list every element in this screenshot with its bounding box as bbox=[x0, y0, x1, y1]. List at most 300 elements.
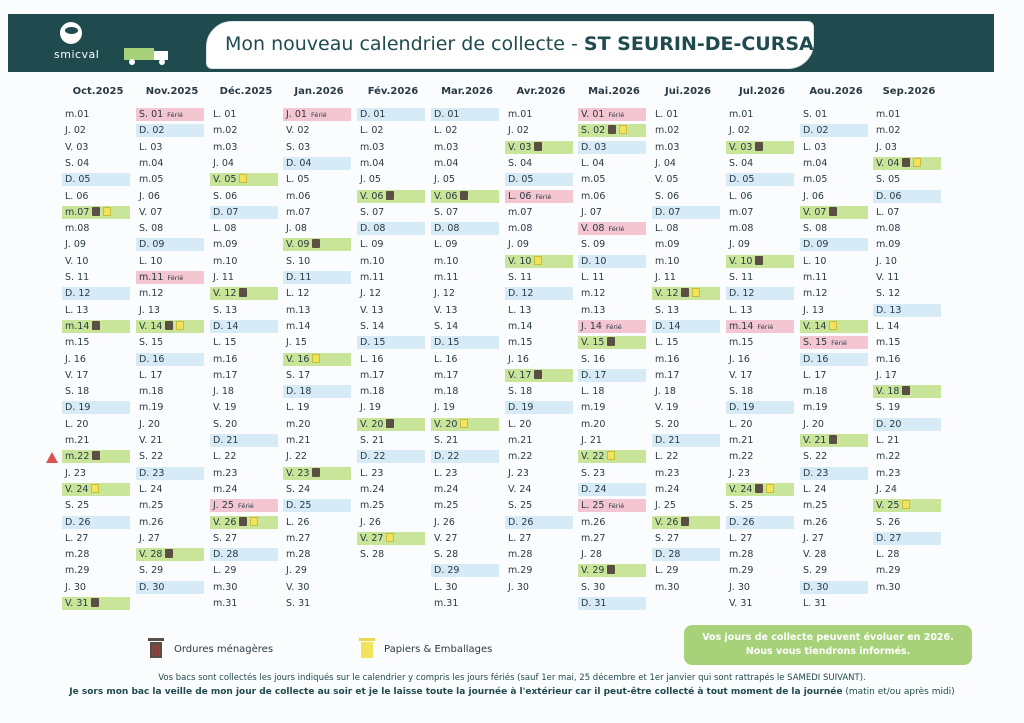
day-cell bbox=[578, 206, 646, 219]
day-label: m.17 bbox=[360, 369, 385, 381]
day-label: S. 06 bbox=[213, 190, 238, 202]
day-label: V. 24 bbox=[508, 483, 532, 495]
day-label: m.14 bbox=[508, 320, 533, 332]
day-cell bbox=[873, 385, 941, 398]
day-cell bbox=[578, 467, 646, 480]
day-label: m.24 bbox=[655, 483, 680, 495]
day-label: D. 19 bbox=[65, 402, 91, 414]
day-label: L. 27 bbox=[65, 532, 89, 544]
day-label: S. 27 bbox=[655, 532, 680, 544]
day-cell bbox=[873, 141, 941, 154]
trash-bin-icon bbox=[829, 207, 837, 216]
day-cell bbox=[62, 385, 130, 398]
day-label: L. 22 bbox=[213, 451, 237, 463]
day-label: D. 09 bbox=[803, 239, 829, 251]
day-cell bbox=[431, 548, 499, 561]
day-label: S. 25 bbox=[508, 500, 533, 512]
day-cell bbox=[800, 336, 868, 349]
day-cell bbox=[283, 287, 351, 300]
day-cell bbox=[505, 548, 573, 561]
day-label: S. 22 bbox=[139, 451, 164, 463]
day-label: V. 31 bbox=[729, 598, 753, 609]
day-label: m.02 bbox=[876, 125, 901, 137]
day-cell bbox=[136, 450, 204, 463]
day-label: m.25 bbox=[434, 500, 459, 512]
day-cell bbox=[431, 336, 499, 349]
day-cell bbox=[652, 124, 720, 137]
day-label: J. 18 bbox=[213, 386, 234, 398]
day-cell bbox=[283, 516, 351, 529]
day-label: J. 11 bbox=[655, 272, 676, 283]
day-label: J. 20 bbox=[803, 418, 824, 430]
day-cell bbox=[873, 222, 941, 235]
day-cell bbox=[505, 222, 573, 235]
day-label: m.13 bbox=[286, 304, 311, 316]
day-cell bbox=[431, 271, 499, 284]
day-label: J. 06 bbox=[139, 190, 160, 202]
day-cell bbox=[505, 516, 573, 529]
month-name: Fév.2026 bbox=[367, 86, 419, 97]
day-cell bbox=[357, 255, 425, 268]
day-label: J. 07 bbox=[581, 206, 602, 218]
day-label: J. 04 bbox=[213, 157, 234, 169]
day-label: D. 25 bbox=[286, 500, 312, 512]
day-cell bbox=[726, 304, 794, 317]
day-label: S. 24 bbox=[286, 483, 311, 495]
page-title: Mon nouveau calendrier de collecte - ST SEURIN-DE-CURSAC bbox=[225, 33, 828, 55]
day-cell bbox=[505, 450, 573, 463]
day-cell bbox=[505, 206, 573, 219]
day-label: D. 19 bbox=[508, 402, 534, 414]
day-label: m.29 bbox=[876, 565, 901, 577]
day-cell bbox=[283, 206, 351, 219]
day-label: J. 16 bbox=[729, 353, 750, 365]
day-label: L. 10 bbox=[803, 255, 827, 267]
day-cell bbox=[210, 353, 278, 366]
day-label: L. 06 bbox=[508, 190, 532, 202]
day-label: D. 04 bbox=[286, 157, 312, 169]
day-cell bbox=[62, 353, 130, 366]
day-label: m.17 bbox=[213, 369, 238, 381]
day-cell bbox=[357, 190, 425, 203]
day-cell bbox=[652, 418, 720, 431]
day-label: V. 10 bbox=[65, 255, 89, 267]
day-cell bbox=[62, 597, 130, 610]
trash-bin-icon bbox=[534, 370, 542, 379]
day-cell bbox=[431, 108, 499, 121]
day-cell bbox=[800, 108, 868, 121]
day-cell bbox=[357, 238, 425, 251]
day-cell bbox=[505, 108, 573, 121]
day-label: m.11 bbox=[139, 272, 164, 283]
day-cell bbox=[210, 271, 278, 284]
day-label: S. 09 bbox=[581, 239, 606, 251]
day-label: L. 28 bbox=[876, 549, 900, 561]
day-label: V. 10 bbox=[508, 255, 532, 267]
day-label: S. 25 bbox=[729, 500, 754, 512]
day-cell bbox=[136, 238, 204, 251]
trash-bin-icon bbox=[681, 517, 689, 526]
day-label: S. 03 bbox=[286, 141, 311, 153]
day-label: L. 23 bbox=[434, 467, 458, 479]
day-label: J. 23 bbox=[729, 467, 750, 479]
day-cell bbox=[136, 124, 204, 137]
day-cell bbox=[578, 304, 646, 317]
day-label: V. 28 bbox=[803, 549, 827, 561]
day-cell bbox=[505, 581, 573, 594]
day-cell bbox=[136, 581, 204, 594]
day-label: V. 23 bbox=[286, 467, 310, 479]
trash-bin-icon bbox=[165, 549, 173, 558]
day-cell bbox=[431, 287, 499, 300]
day-cell bbox=[283, 483, 351, 496]
day-label: L. 29 bbox=[213, 565, 237, 577]
day-label: V. 19 bbox=[655, 402, 679, 414]
day-label: S. 20 bbox=[655, 418, 680, 430]
day-cell bbox=[873, 450, 941, 463]
day-label: m.07 bbox=[65, 206, 90, 218]
day-label: m.08 bbox=[729, 223, 754, 235]
day-cell bbox=[505, 434, 573, 447]
paper-bin-icon bbox=[913, 158, 921, 167]
day-cell bbox=[210, 516, 278, 529]
day-label: m.30 bbox=[213, 581, 238, 593]
day-cell bbox=[652, 548, 720, 561]
paper-bin-icon bbox=[250, 517, 258, 526]
paper-bin-icon bbox=[91, 484, 99, 493]
day-label: S. 14 bbox=[360, 320, 385, 332]
day-cell bbox=[652, 581, 720, 594]
day-cell bbox=[136, 271, 204, 284]
day-cell bbox=[136, 516, 204, 529]
day-label: J. 19 bbox=[360, 402, 381, 414]
day-cell bbox=[357, 483, 425, 496]
day-label: L. 24 bbox=[803, 483, 827, 495]
day-cell bbox=[578, 124, 646, 137]
day-cell bbox=[210, 581, 278, 594]
day-cell bbox=[726, 597, 794, 610]
day-label: m.25 bbox=[803, 500, 828, 512]
day-label: V. 21 bbox=[139, 435, 163, 446]
day-label: J. 25 bbox=[655, 500, 676, 512]
day-cell bbox=[431, 597, 499, 610]
day-label: m.19 bbox=[581, 402, 606, 414]
day-cell bbox=[652, 336, 720, 349]
day-label: J. 09 bbox=[729, 239, 750, 251]
day-cell bbox=[210, 499, 278, 512]
day-label: m.25 bbox=[360, 500, 385, 512]
day-label: m.22 bbox=[65, 451, 90, 463]
day-label: L. 12 bbox=[286, 288, 310, 300]
day-label: D. 14 bbox=[213, 320, 239, 332]
day-cell bbox=[357, 418, 425, 431]
day-label: m.26 bbox=[803, 516, 828, 528]
day-cell bbox=[505, 141, 573, 154]
day-label: D. 28 bbox=[213, 549, 239, 561]
day-label: J. 02 bbox=[508, 125, 529, 137]
day-cell bbox=[62, 124, 130, 137]
day-cell bbox=[505, 336, 573, 349]
day-cell bbox=[873, 564, 941, 577]
day-label: V. 29 bbox=[581, 565, 605, 577]
day-cell bbox=[578, 499, 646, 512]
day-label: m.04 bbox=[803, 157, 828, 169]
day-label: L. 01 bbox=[655, 109, 679, 120]
day-cell bbox=[357, 287, 425, 300]
day-label: D. 02 bbox=[803, 125, 829, 137]
month-name: Déc.2025 bbox=[219, 86, 273, 97]
day-label: m.13 bbox=[581, 304, 606, 316]
day-cell bbox=[210, 564, 278, 577]
day-cell bbox=[726, 141, 794, 154]
day-label: V. 08 bbox=[581, 223, 605, 235]
day-label: L. 04 bbox=[581, 157, 605, 169]
day-label: L. 16 bbox=[434, 353, 458, 365]
day-cell bbox=[652, 434, 720, 447]
day-cell bbox=[505, 385, 573, 398]
day-label: J. 23 bbox=[65, 467, 86, 479]
header-banner bbox=[8, 14, 994, 72]
day-cell bbox=[431, 190, 499, 203]
day-label: D. 12 bbox=[65, 288, 91, 300]
day-cell bbox=[652, 238, 720, 251]
day-cell bbox=[62, 157, 130, 170]
day-cell bbox=[136, 467, 204, 480]
day-cell bbox=[873, 581, 941, 594]
day-cell bbox=[136, 353, 204, 366]
day-cell bbox=[578, 190, 646, 203]
day-cell bbox=[62, 222, 130, 235]
day-cell bbox=[652, 141, 720, 154]
day-cell bbox=[578, 157, 646, 170]
day-label: m.05 bbox=[139, 174, 164, 186]
day-label: m.11 bbox=[434, 272, 459, 283]
day-cell bbox=[578, 287, 646, 300]
day-cell bbox=[431, 124, 499, 137]
day-cell bbox=[62, 434, 130, 447]
day-cell bbox=[136, 483, 204, 496]
day-cell bbox=[283, 124, 351, 137]
day-cell bbox=[578, 483, 646, 496]
day-cell bbox=[431, 222, 499, 235]
day-label: m.29 bbox=[65, 565, 90, 577]
day-label: V. 07 bbox=[139, 206, 163, 218]
day-cell bbox=[578, 141, 646, 154]
day-label: S. 31 bbox=[286, 598, 311, 609]
day-cell bbox=[726, 271, 794, 284]
day-cell bbox=[726, 124, 794, 137]
day-label: S. 21 bbox=[434, 435, 459, 446]
title-box bbox=[206, 21, 828, 69]
day-cell bbox=[136, 287, 204, 300]
day-cell bbox=[136, 499, 204, 512]
day-cell bbox=[62, 516, 130, 529]
day-label: V. 01 bbox=[581, 109, 605, 120]
day-cell bbox=[357, 173, 425, 186]
day-label: m.01 bbox=[508, 109, 533, 120]
day-cell bbox=[652, 222, 720, 235]
day-label: m.04 bbox=[434, 157, 459, 169]
day-cell bbox=[210, 597, 278, 610]
day-cell bbox=[800, 564, 868, 577]
day-label: S. 08 bbox=[139, 223, 164, 235]
day-label: m.03 bbox=[213, 141, 238, 153]
paper-bin-icon bbox=[176, 321, 184, 330]
notice-box bbox=[684, 625, 972, 665]
day-label: m.06 bbox=[581, 190, 606, 202]
day-cell bbox=[210, 173, 278, 186]
day-cell bbox=[873, 418, 941, 431]
day-cell bbox=[726, 206, 794, 219]
day-label: L. 15 bbox=[655, 337, 679, 349]
day-cell bbox=[652, 353, 720, 366]
holiday-label: Férié bbox=[167, 111, 184, 119]
day-label: D. 20 bbox=[876, 418, 902, 430]
day-cell bbox=[726, 238, 794, 251]
day-label: V. 13 bbox=[360, 304, 384, 316]
day-label: J. 26 bbox=[434, 516, 455, 528]
day-cell bbox=[652, 206, 720, 219]
day-label: J. 25 bbox=[213, 500, 234, 512]
day-cell bbox=[210, 369, 278, 382]
day-cell bbox=[431, 516, 499, 529]
day-cell bbox=[726, 548, 794, 561]
day-label: m.28 bbox=[286, 549, 311, 561]
day-cell bbox=[800, 401, 868, 414]
day-label: V. 24 bbox=[729, 483, 753, 495]
day-cell bbox=[652, 385, 720, 398]
day-cell bbox=[62, 483, 130, 496]
day-label: D. 23 bbox=[139, 467, 165, 479]
day-cell bbox=[136, 564, 204, 577]
holiday-label: Férié bbox=[608, 502, 625, 511]
day-label: m.01 bbox=[876, 109, 901, 120]
footer-info: Vos bacs sont collectés les jours indiqués sur le calendrier y compris les jours fériés (sauf 1er mai, 25 décembre et 1er janvier qui sont rattrapés le SAMEDI SUIVANT). bbox=[158, 673, 866, 683]
day-cell bbox=[283, 108, 351, 121]
day-label: V. 13 bbox=[434, 304, 458, 316]
day-label: J. 29 bbox=[286, 565, 307, 577]
day-label: m.28 bbox=[508, 549, 533, 561]
day-cell bbox=[800, 532, 868, 545]
day-cell bbox=[652, 271, 720, 284]
day-label: S. 11 bbox=[729, 272, 754, 283]
month-name: Aou.2026 bbox=[809, 86, 863, 97]
day-label: m.24 bbox=[434, 483, 459, 495]
day-label: m.14 bbox=[729, 320, 754, 332]
day-label: D. 06 bbox=[876, 190, 902, 202]
day-label: V. 27 bbox=[360, 532, 384, 544]
day-label: D. 22 bbox=[434, 451, 460, 463]
day-label: D. 16 bbox=[803, 353, 829, 365]
day-cell bbox=[431, 532, 499, 545]
day-label: J. 30 bbox=[508, 581, 529, 593]
day-cell bbox=[283, 564, 351, 577]
day-label: J. 27 bbox=[803, 532, 824, 544]
day-cell bbox=[726, 320, 794, 333]
day-cell bbox=[873, 467, 941, 480]
day-cell bbox=[505, 418, 573, 431]
day-cell bbox=[800, 548, 868, 561]
day-label: m.04 bbox=[360, 157, 385, 169]
day-label: m.06 bbox=[286, 190, 311, 202]
day-label: m.29 bbox=[729, 565, 754, 577]
day-cell bbox=[578, 255, 646, 268]
day-cell bbox=[800, 369, 868, 382]
day-cell bbox=[652, 483, 720, 496]
day-label: m.07 bbox=[286, 206, 311, 218]
day-label: S. 25 bbox=[65, 500, 90, 512]
day-label: D. 23 bbox=[803, 467, 829, 479]
day-label: L. 02 bbox=[360, 125, 384, 137]
day-label: S. 18 bbox=[729, 386, 754, 398]
day-cell bbox=[210, 467, 278, 480]
day-cell bbox=[136, 173, 204, 186]
day-cell bbox=[431, 467, 499, 480]
day-label: V. 20 bbox=[360, 418, 384, 430]
day-label: m.22 bbox=[729, 451, 754, 463]
day-label: J. 08 bbox=[286, 223, 307, 235]
day-label: m.08 bbox=[876, 223, 901, 235]
day-cell bbox=[800, 304, 868, 317]
trash-bin-icon bbox=[607, 565, 615, 574]
smicval-logo bbox=[8, 14, 108, 72]
trash-bin-icon bbox=[92, 207, 100, 216]
day-label: V. 21 bbox=[803, 435, 827, 446]
day-cell bbox=[800, 287, 868, 300]
day-label: L. 31 bbox=[803, 598, 827, 609]
day-cell bbox=[578, 401, 646, 414]
day-cell bbox=[283, 434, 351, 447]
day-label: m.12 bbox=[803, 288, 828, 300]
day-label: m.20 bbox=[286, 418, 311, 430]
day-cell bbox=[726, 467, 794, 480]
day-label: L. 29 bbox=[655, 565, 679, 577]
day-cell bbox=[62, 369, 130, 382]
day-label: m.01 bbox=[729, 109, 754, 120]
day-cell bbox=[800, 238, 868, 251]
day-cell bbox=[873, 401, 941, 414]
day-cell bbox=[652, 369, 720, 382]
day-cell bbox=[210, 548, 278, 561]
day-cell bbox=[62, 499, 130, 512]
day-cell bbox=[283, 548, 351, 561]
day-label: m.20 bbox=[581, 418, 606, 430]
day-cell bbox=[578, 597, 646, 610]
day-cell bbox=[578, 385, 646, 398]
day-cell bbox=[431, 483, 499, 496]
day-cell bbox=[283, 369, 351, 382]
day-label: m.30 bbox=[655, 581, 680, 593]
day-label: m.23 bbox=[655, 467, 680, 479]
day-cell bbox=[578, 222, 646, 235]
day-label: V. 07 bbox=[803, 206, 827, 218]
day-label: L. 16 bbox=[360, 353, 384, 365]
day-cell bbox=[505, 304, 573, 317]
day-label: S. 07 bbox=[434, 206, 459, 218]
day-label: J. 13 bbox=[803, 304, 824, 316]
day-cell bbox=[136, 222, 204, 235]
day-label: m.18 bbox=[803, 386, 828, 398]
trash-bin-icon bbox=[460, 191, 468, 200]
day-cell bbox=[62, 467, 130, 480]
day-cell bbox=[873, 548, 941, 561]
day-cell bbox=[800, 581, 868, 594]
day-cell bbox=[652, 287, 720, 300]
day-label: V. 17 bbox=[508, 369, 532, 381]
day-cell bbox=[800, 124, 868, 137]
month-name: Mar.2026 bbox=[441, 86, 493, 97]
day-cell bbox=[578, 548, 646, 561]
